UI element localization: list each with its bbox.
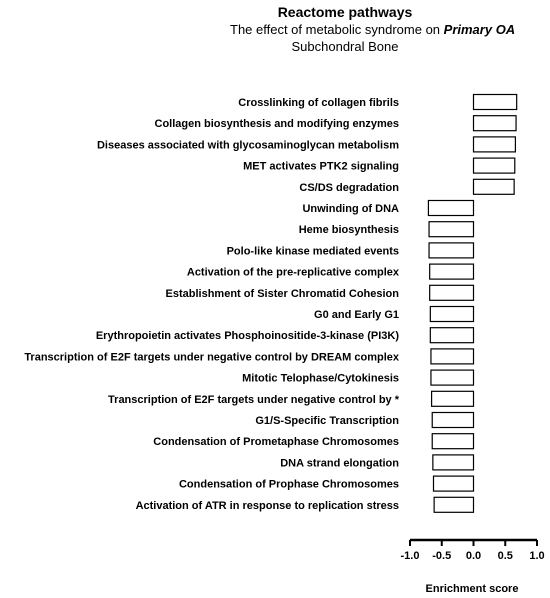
subtitle-emphasis: Primary OA (443, 22, 516, 37)
category-label: Collagen biosynthesis and modifying enzymes (154, 118, 399, 131)
bar (429, 243, 473, 258)
bar (474, 158, 515, 173)
category-label: Activation of ATR in response to replication stress (135, 499, 399, 512)
category-label: Establishment of Sister Chromatid Cohesion (165, 287, 399, 300)
category-label: Activation of the pre-replicative complex (186, 266, 399, 279)
bar (474, 137, 516, 152)
subtitle-prefix: The effect of metabolic syndrome on (230, 22, 444, 37)
category-label: Erythropoietin activates Phosphoinositide-3-kinase (PI3K) (95, 330, 399, 343)
category-label: G0 and Early G1 (314, 309, 399, 321)
bar (430, 328, 473, 343)
category-label: MET activates PTK2 signaling (243, 160, 399, 173)
bar (474, 95, 517, 110)
x-tick-label: 0.5 (497, 550, 513, 562)
bar (431, 349, 474, 364)
bar (429, 222, 473, 237)
bar (428, 201, 473, 216)
category-label: Condensation of Prophase Chromosomes (178, 478, 399, 491)
bar (434, 497, 473, 512)
bar (432, 413, 473, 428)
bar (474, 116, 517, 131)
x-tick-label: 0.0 (465, 550, 482, 562)
bar (474, 179, 515, 194)
chart-title: Reactome pathways (277, 4, 413, 20)
category-label: Transcription of E2F targets under negative control by * (108, 393, 399, 406)
bar (430, 307, 473, 322)
bar (433, 455, 474, 470)
bar (432, 434, 473, 449)
chart-subtitle-tissue: Subchondral Bone (291, 39, 399, 54)
bar (431, 370, 474, 385)
bar (432, 391, 474, 406)
x-axis-label: Enrichment score (425, 583, 519, 595)
category-label: Heme biosynthesis (298, 224, 399, 237)
category-label: Mitotic Telophase/Cytokinesis (242, 372, 399, 385)
bar (433, 476, 473, 491)
category-label: Transcription of E2F targets under negative control by DREAM complex (24, 351, 399, 364)
category-label: DNA strand elongation (280, 457, 399, 470)
category-label: Polo-like kinase mediated events (226, 245, 399, 258)
bar (430, 264, 474, 279)
category-label: CS/DS degradation (299, 181, 399, 194)
category-label: Diseases associated with glycosaminoglycan metabolism (96, 139, 399, 152)
bar (430, 285, 474, 300)
category-label: G1/S-Specific Transcription (255, 415, 399, 427)
x-tick-label: -0.5 (432, 550, 452, 562)
category-label: Unwinding of DNA (302, 203, 399, 215)
category-label: Crosslinking of collagen fibrils (238, 97, 399, 109)
category-label: Condensation of Prometaphase Chromosomes (153, 436, 399, 449)
x-tick-label: -1.0 (400, 550, 420, 562)
x-tick-label: 1.0 (529, 550, 545, 562)
